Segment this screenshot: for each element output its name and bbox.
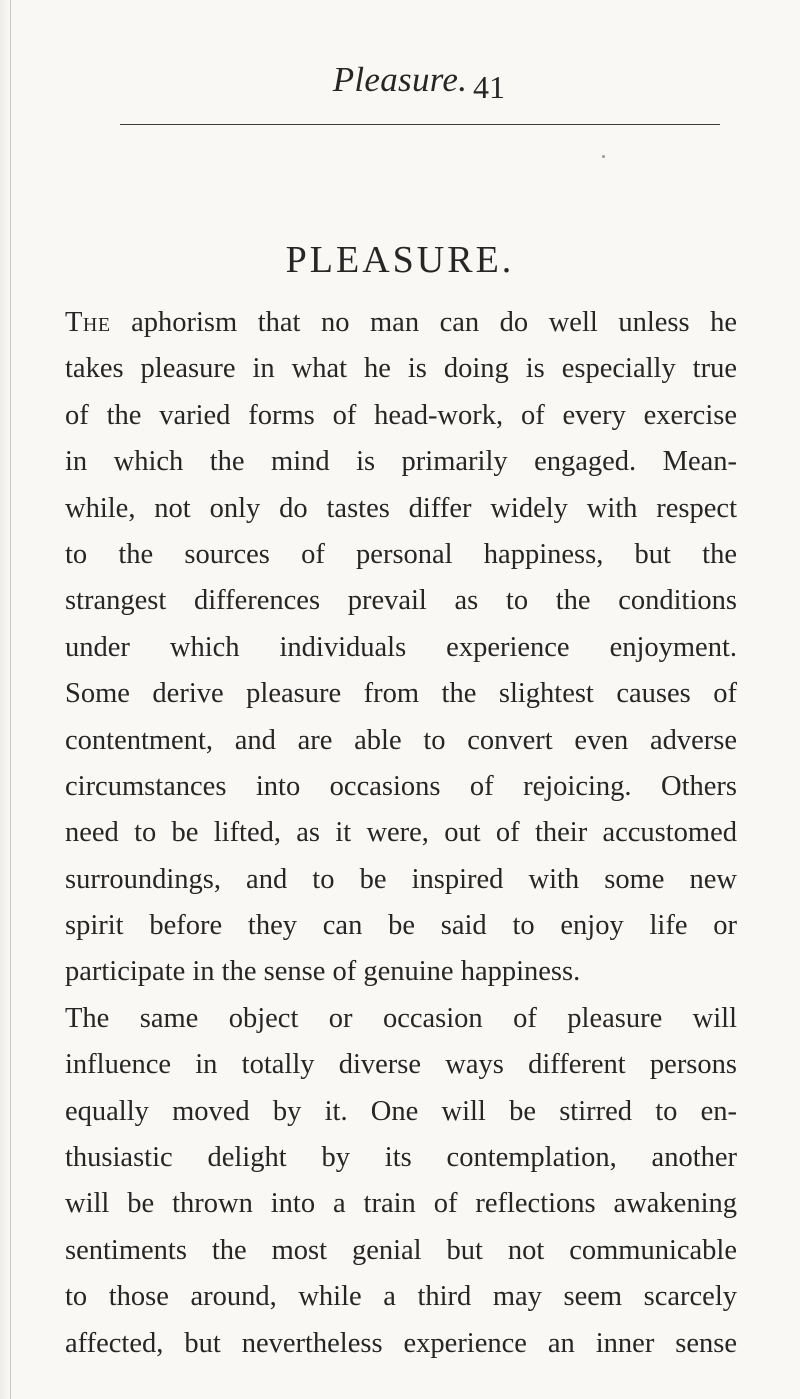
page-number: 41 — [473, 69, 505, 105]
text-line-2: takes pleasure in what he is doing is especially true — [65, 353, 737, 385]
text-line-6: to the sources of personal happiness, but the — [65, 538, 737, 570]
text-line-9: Some derive pleasure from the slightest causes of — [65, 678, 737, 710]
text-line-4: in which the mind is primarily engaged. Mean- — [65, 446, 737, 478]
text-line-19: thusiastic delight by its contemplation, another — [65, 1142, 737, 1174]
header-rule — [120, 124, 720, 125]
first-word: The — [65, 307, 111, 338]
text-line-23: affected, but nevertheless experience an inner sense — [65, 1327, 737, 1359]
text-line-21: sentiments the most genial but not communicable — [65, 1234, 737, 1266]
body-text — [65, 300, 737, 1367]
page-edge — [0, 0, 11, 1399]
text-line-3: of the varied forms of head-work, of every exercise — [65, 399, 737, 431]
text-line-1 — [65, 300, 737, 346]
text-line-1-rest: aphorism that no man can do well unless he — [110, 307, 737, 338]
running-title: Pleasure. — [332, 60, 468, 99]
text-line-8: under which individuals experience enjoyment. — [65, 631, 737, 663]
text-line-17: influence in totally diverse ways different persons — [65, 1049, 737, 1081]
print-speck — [602, 155, 605, 158]
running-head — [0, 58, 800, 108]
text-line-16: The same object or occasion of pleasure will — [65, 1002, 737, 1034]
chapter-title: PLEASURE. — [285, 239, 515, 281]
text-line-13: surroundings, and to be inspired with some new — [65, 863, 737, 895]
text-line-22: to those around, while a third may seem scarcely — [65, 1281, 737, 1313]
text-line-20: will be thrown into a train of reflections awakening — [65, 1188, 737, 1220]
text-line-12: need to be lifted, as it were, out of their accustomed — [65, 817, 737, 849]
text-line-5: while, not only do tastes differ widely with respect — [65, 492, 737, 524]
text-line-18: equally moved by it. One will be stirred to en- — [65, 1095, 737, 1127]
text-line-10: contentment, and are able to convert even adverse — [65, 724, 737, 756]
text-line-15: participate in the sense of genuine happiness. — [65, 956, 581, 988]
text-line-7: strangest differences prevail as to the conditions — [65, 585, 737, 617]
text-line-14: spirit before they can be said to enjoy life or — [65, 910, 737, 942]
text-line-11: circumstances into occasions of rejoicing. Others — [65, 770, 737, 802]
